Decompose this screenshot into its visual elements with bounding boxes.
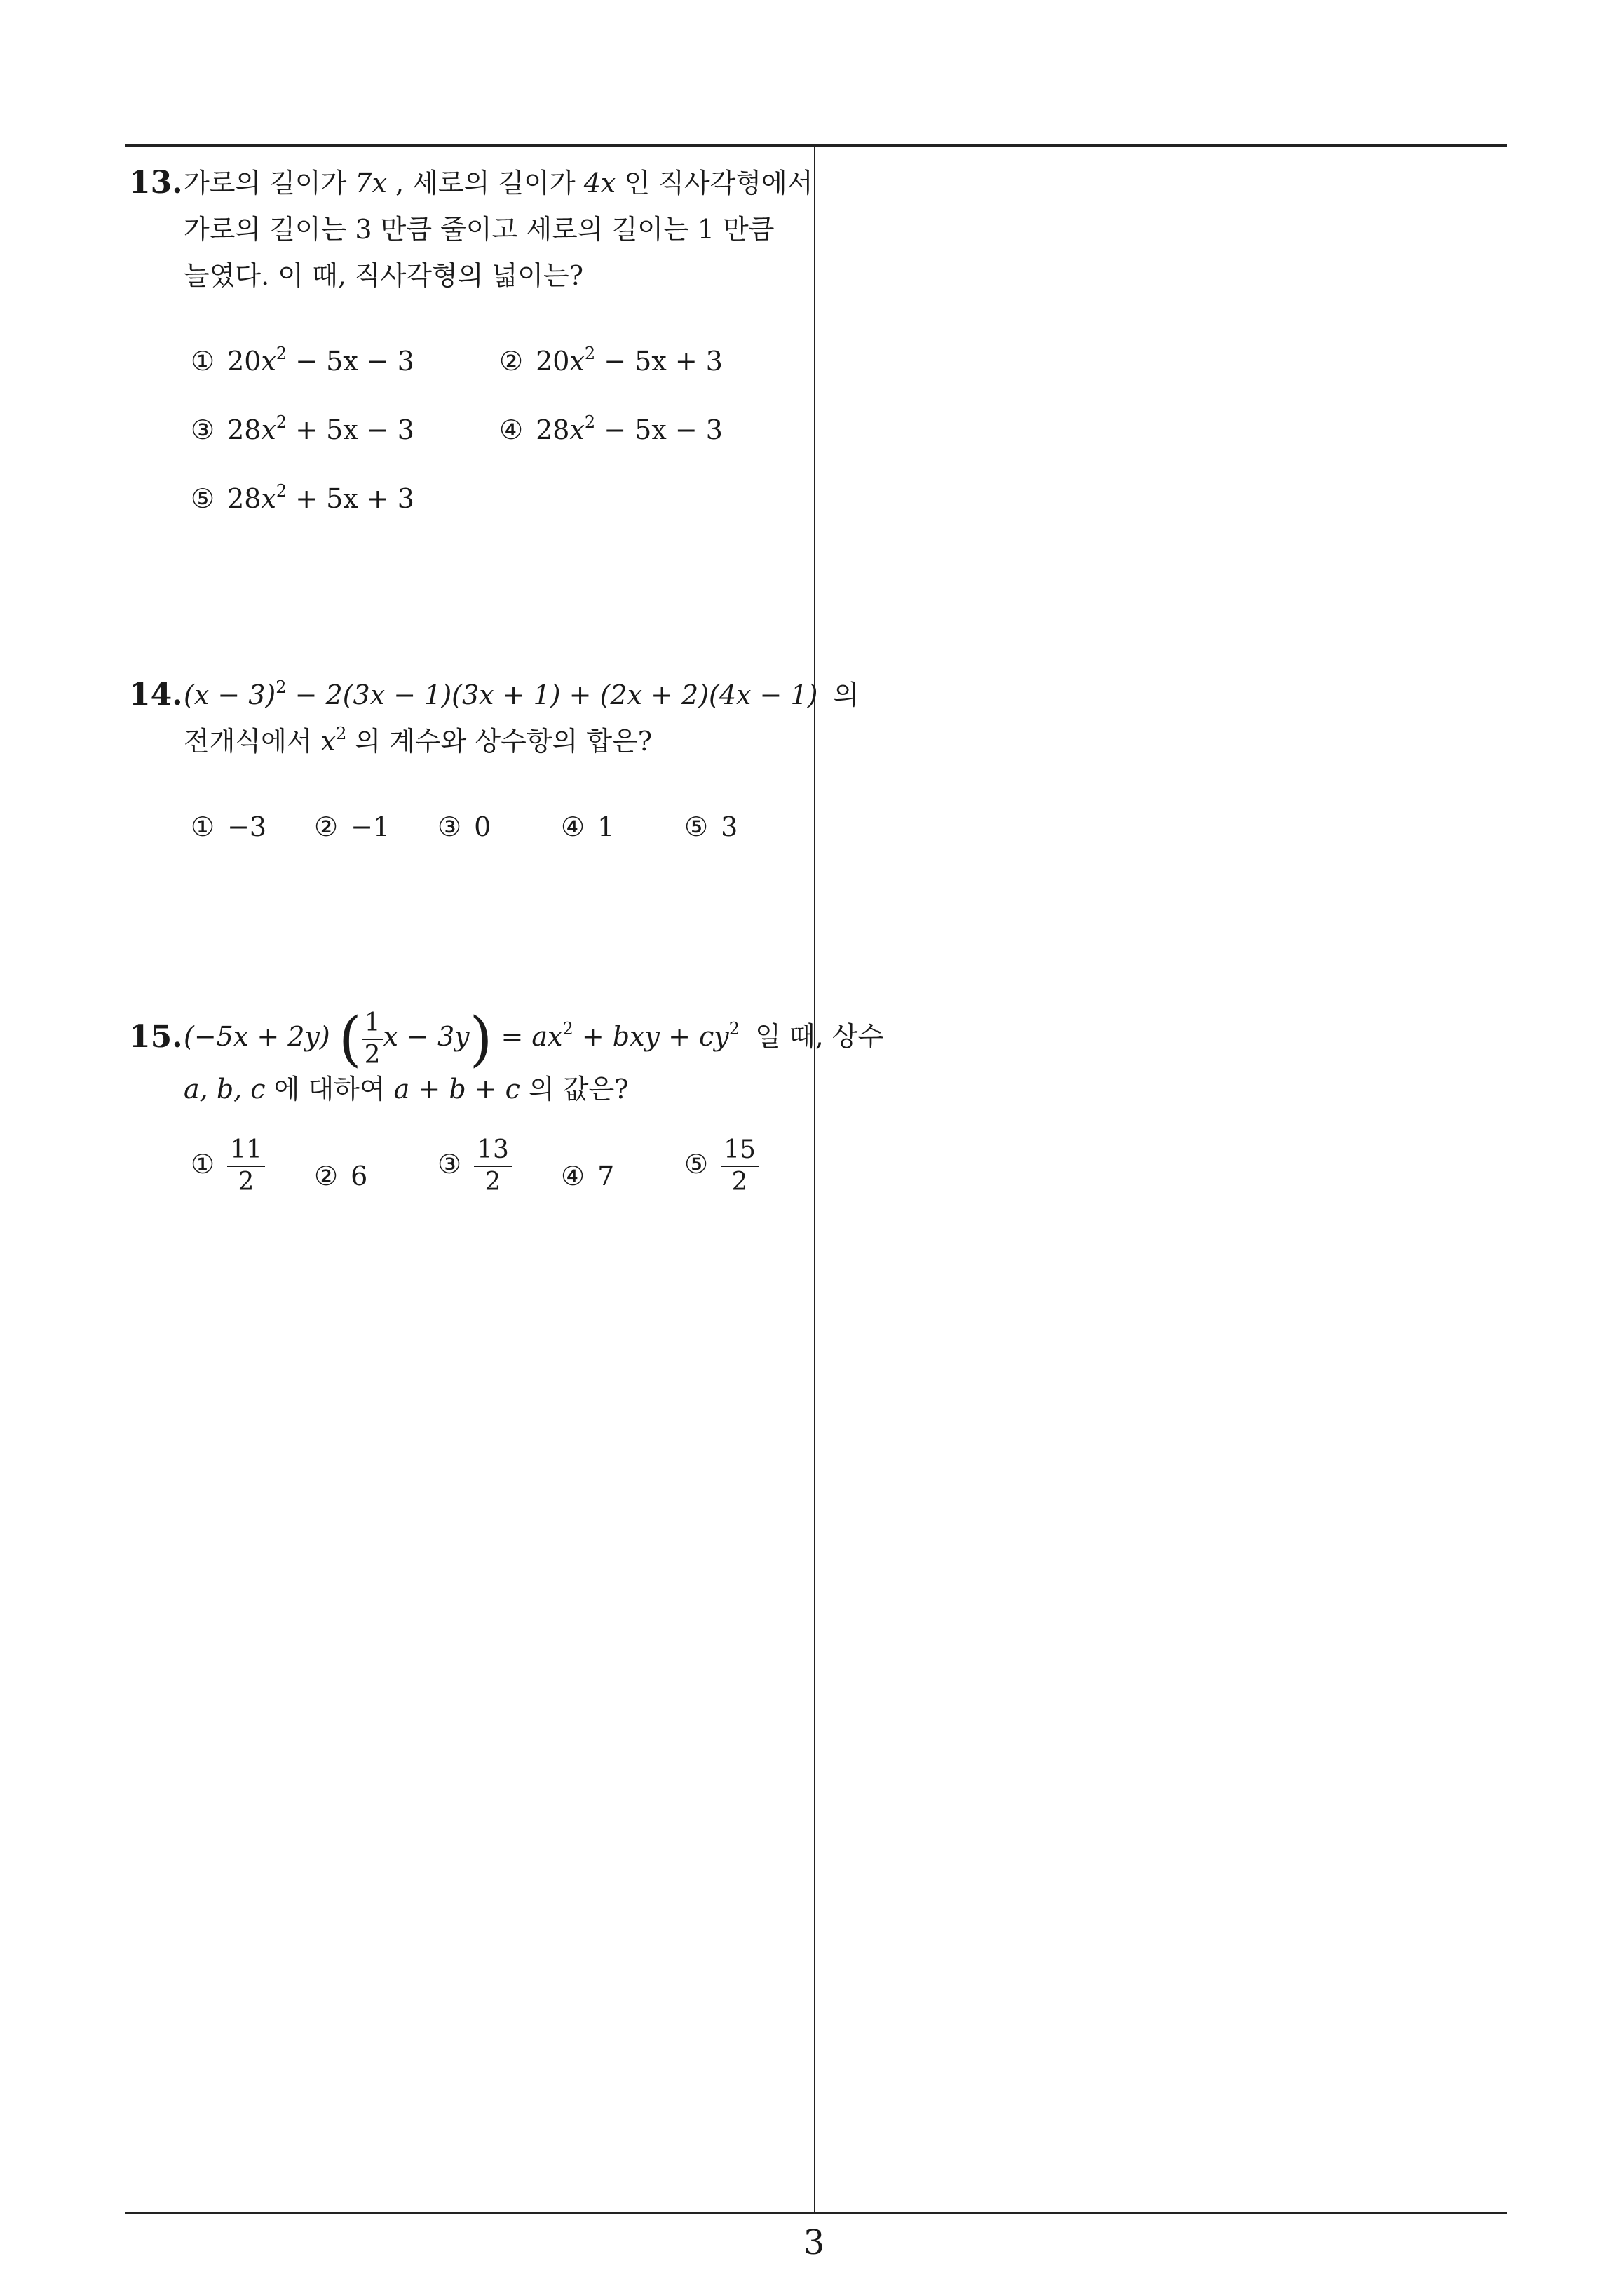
page-number: 3: [803, 2223, 825, 2262]
choice-4[interactable]: ④ 1: [561, 811, 615, 842]
choice-2[interactable]: ② $20x^2 - 5x + 3$: [499, 344, 723, 377]
question-line-2: 가로의 길이는 3 만큼 줄이고 세로의 길이는 1 만큼: [184, 214, 775, 245]
question-line-2: a, b, c 에 대하여 a + b + c 의 값은?: [184, 1074, 629, 1105]
choice-4[interactable]: ④ $28x^2 - 5x - 3$: [499, 412, 723, 445]
choice-1[interactable]: ① $\frac{11}{2}$: [191, 1137, 265, 1195]
problem-number: 15.: [129, 1019, 183, 1055]
question-line-1: 가로의 길이가 7x , 세로의 길이가 4x 인 직사각형에서: [184, 168, 813, 198]
fraction: $\frac{15}{2}$: [721, 1137, 759, 1195]
choice-4[interactable]: ④ 7: [561, 1161, 615, 1191]
question-line-1: $(x - 3)^2 - 2(3x - 1)(3x + 1) + (2x + 2)(4x - 1)$ 의: [184, 677, 860, 710]
bottom-rule: [125, 2212, 1507, 2214]
choice-3[interactable]: ③ 0: [437, 811, 491, 842]
choice-2[interactable]: ② −1: [314, 811, 391, 842]
problem-number: 14.: [129, 677, 183, 713]
choice-2[interactable]: ② 6: [314, 1161, 368, 1191]
choice-1[interactable]: ① $20x^2 - 5x - 3$: [191, 344, 414, 377]
question-line-2: 전개식에서 $x^2$ 의 계수와 상수항의 합은?: [184, 724, 653, 757]
right-paren: ): [469, 1004, 493, 1074]
column-divider: [814, 144, 815, 2212]
choice-5[interactable]: ⑤ $28x^2 + 5x + 3$: [191, 481, 414, 514]
problem-number: 13.: [129, 165, 183, 201]
choice-3[interactable]: ③ $28x^2 + 5x - 3$: [191, 412, 414, 445]
choice-5[interactable]: ⑤ $\frac{15}{2}$: [684, 1137, 759, 1195]
question-line-3: 늘였다. 이 때, 직사각형의 넓이는?: [184, 260, 584, 291]
choice-5[interactable]: ⑤ 3: [684, 811, 738, 842]
fraction: $\frac{11}{2}$: [227, 1137, 265, 1195]
left-paren: (: [338, 1004, 362, 1074]
top-rule: [125, 144, 1507, 147]
fraction: $\frac{13}{2}$: [474, 1137, 512, 1195]
choice-3[interactable]: ③ $\frac{13}{2}$: [437, 1137, 512, 1195]
choice-1[interactable]: ① −3: [191, 811, 267, 842]
question-line-1: (−5x + 2y) ( $\frac{1}{2}$ $x - 3y) = ax^2$ + bxy + $cy^2$ 일 때, 상수: [184, 1004, 884, 1074]
fraction: $\frac{1}{2}$: [362, 1011, 383, 1068]
